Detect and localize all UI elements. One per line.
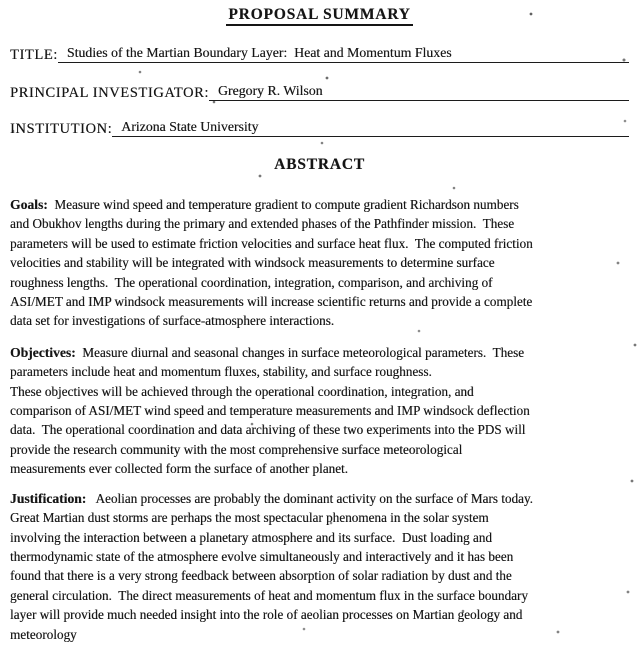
paragraph-line: involving the interaction between a planetary atmosphere and its surface. Dust loading and xyxy=(10,529,492,545)
institution-underline xyxy=(112,119,629,137)
goals-first-line: Measure wind speed and temperature gradient to compute gradient Richardson numbers xyxy=(47,197,519,212)
paragraph-line: meteorology xyxy=(10,626,77,642)
section-justification xyxy=(10,489,629,644)
principal-investigator-underline xyxy=(209,83,629,101)
principal-investigator-label: PRINCIPAL INVESTIGATOR: xyxy=(10,85,209,101)
scan-noise-specks xyxy=(0,0,2,2)
goals-label: Goals: xyxy=(10,197,48,212)
institution-label: INSTITUTION: xyxy=(10,121,113,137)
paragraph-line xyxy=(10,343,629,362)
paragraph-line: data. The operational coordination and data archiving of these two experiments into the PDS will xyxy=(10,422,526,438)
section-goals xyxy=(10,195,629,331)
paragraph-line: found that there is a very strong feedback between absorption of solar radiation by dust and the xyxy=(10,568,512,584)
paragraph-line: These objectives will be achieved through the operational coordination, integration, and xyxy=(10,383,474,399)
goals-paragraph xyxy=(10,214,629,330)
institution-value: Arizona State University xyxy=(121,119,259,134)
paragraph-line: general circulation. The direct measurements of heat and momentum flux in the surface boundary xyxy=(10,587,528,603)
field-row-institution xyxy=(10,121,629,137)
paragraph-line: provide the research community with the most comprehensive surface meteorological xyxy=(10,441,463,457)
paragraph-line: ASI/MET and IMP windsock measurements will increase scientific returns and provide a complete xyxy=(10,294,533,310)
document-heading xyxy=(10,6,629,26)
paragraph-line: data set for investigations of surface-atmosphere interactions. xyxy=(10,313,335,329)
document-heading-text: PROPOSAL SUMMARY xyxy=(226,6,412,26)
justification-first-line: Aeolian processes are probably the dominant activity on the surface of Mars today. xyxy=(86,490,533,506)
objectives-label: Objectives: xyxy=(10,344,76,360)
title-label: TITLE: xyxy=(10,47,58,63)
title-underline xyxy=(58,45,629,63)
paragraph-line: thermodynamic state of the atmosphere evolve simultaneously and interactively and it has been xyxy=(10,548,514,564)
paragraph-line: layer will provide much needed insight into the role of aeolian processes on Martian geology and xyxy=(10,607,523,623)
principal-investigator-value: Gregory R. Wilson xyxy=(217,83,323,98)
field-row-principal-investigator xyxy=(10,85,629,101)
abstract-heading: ABSTRACT xyxy=(274,156,365,173)
justification-paragraph xyxy=(10,508,629,644)
paragraph-line: comparison of ASI/MET wind speed and temperature measurements and IMP windsock deflection xyxy=(10,403,530,419)
paragraph-line xyxy=(10,489,629,508)
field-row-title xyxy=(10,47,629,63)
objectives-first-line: Measure diurnal and seasonal changes in surface meteorological parameters. These xyxy=(75,344,525,360)
paragraph-line: measurements ever collected form the surface of another planet. xyxy=(10,461,348,477)
paragraph-line: Great Martian dust storms are perhaps the most spectacular phenomena in the solar system xyxy=(10,510,489,526)
paragraph-line: velocities and stability will be integrated with windsock measurements to determine surface xyxy=(10,255,495,271)
paragraph-line xyxy=(10,195,629,214)
paragraph-line: and Obukhov lengths during the primary and extended phases of the Pathfinder mission. These xyxy=(10,216,515,232)
paragraph-line: roughness lengths. The operational coordination, integration, comparison, and archiving of xyxy=(10,274,493,290)
objectives-paragraph xyxy=(10,362,629,478)
paragraph-line: parameters will be used to estimate friction velocities and surface heat flux. The computed friction xyxy=(10,235,533,251)
section-objectives xyxy=(10,343,629,479)
paragraph-line: parameters include heat and momentum fluxes, stability, and surface roughness. xyxy=(10,364,432,380)
justification-label: Justification: xyxy=(10,490,87,506)
title-value: Studies of the Martian Boundary Layer: Heat and Momentum Fluxes xyxy=(66,45,452,60)
